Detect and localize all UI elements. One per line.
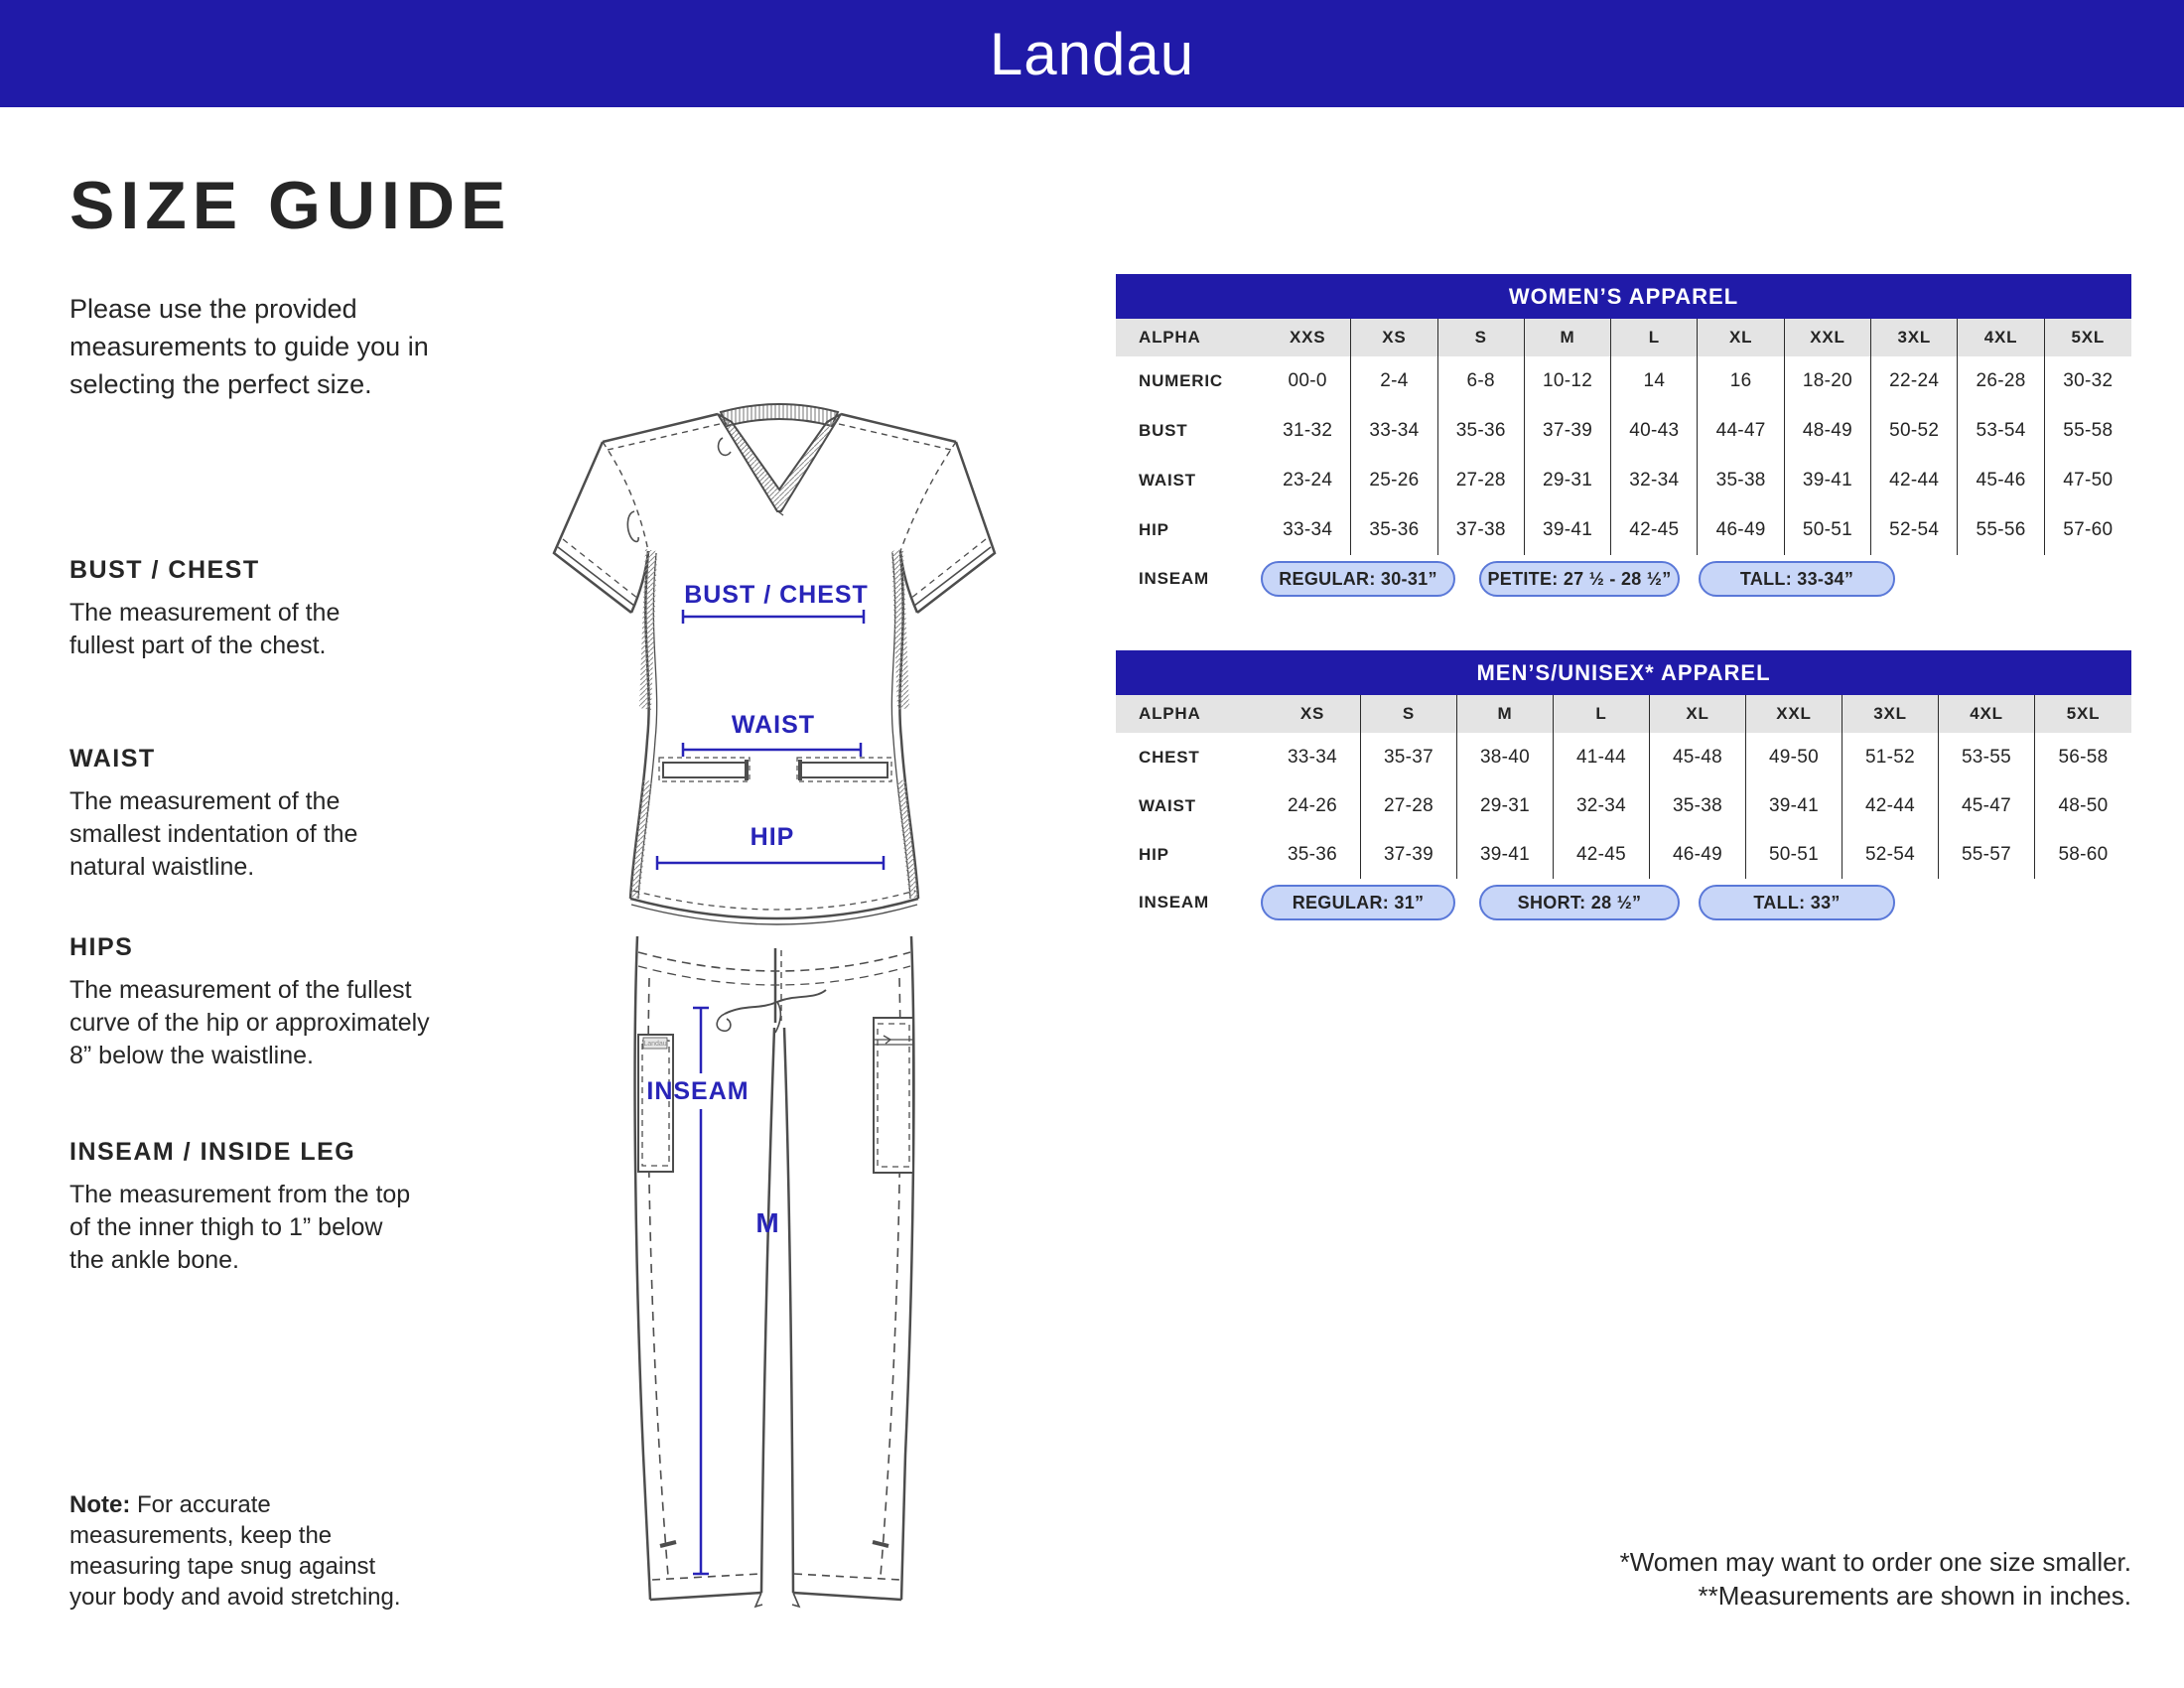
table-cell: 35-38 <box>1698 456 1784 505</box>
table-cell: 58-60 <box>2058 843 2109 865</box>
table-cell: 51-52 <box>1843 733 1939 781</box>
table-cell: 57-60 <box>2063 519 2114 540</box>
inseam-label: INSEAM <box>646 1077 750 1105</box>
table-cell: 53-55 <box>1939 733 2035 781</box>
table-cell: 35-36 <box>1265 830 1361 879</box>
table-cell: 39-41 <box>1457 830 1554 879</box>
table-cell: 25-26 <box>1351 456 1437 505</box>
row-label: WAIST <box>1139 795 1196 815</box>
table-cell: 32-34 <box>1611 456 1698 505</box>
footnote-size-smaller: *Women may want to order one size smaller. <box>1619 1547 2131 1577</box>
table-cell: 33-34 <box>1265 733 1361 781</box>
column-header: XXL <box>1785 319 1871 356</box>
table-cell: 45-46 <box>1958 456 2044 505</box>
scrub-pants-illustration <box>635 936 914 1607</box>
table-cell: 46-49 <box>1698 505 1784 555</box>
table-cell: 55-57 <box>1939 830 2035 879</box>
definition-hips <box>69 933 457 1072</box>
note-label: Note: <box>69 1491 131 1518</box>
table-cell: 39-41 <box>1746 781 1843 830</box>
brand-banner <box>0 0 2184 107</box>
definition-term: WAIST <box>69 745 156 773</box>
hip-label: HIP <box>750 823 795 851</box>
column-header: 3XL <box>1871 319 1958 356</box>
table-cell: 42-44 <box>1871 456 1958 505</box>
table-cell: 10-12 <box>1525 356 1611 406</box>
row-label: HIP <box>1139 844 1169 864</box>
table-cell: 29-31 <box>1457 781 1554 830</box>
table-cell: 23-24 <box>1265 456 1351 505</box>
definition-description: The measurement of the smallest indentation of the natural waistline. <box>69 787 358 881</box>
table-cell: 27-28 <box>1361 781 1457 830</box>
table-cell: 42-45 <box>1554 830 1650 879</box>
table-cell: 14 <box>1611 356 1698 406</box>
table-cell: 37-39 <box>1525 406 1611 456</box>
column-header: XXL <box>1746 695 1843 733</box>
row-label-inseam: INSEAM <box>1139 569 1209 588</box>
table-cell: 24-26 <box>1265 781 1361 830</box>
row-label: WAIST <box>1139 471 1196 490</box>
table-cell: 42-44 <box>1843 781 1939 830</box>
waist-label: WAIST <box>731 711 816 739</box>
table-cell: 37-39 <box>1361 830 1457 879</box>
definition-description: The measurement from the top of the inner thigh to 1” below the ankle bone. <box>69 1181 411 1274</box>
column-header: L <box>1611 319 1698 356</box>
footnotes <box>1620 1545 2131 1613</box>
mens-apparel-table <box>1116 650 2131 924</box>
table-cell: 18-20 <box>1785 356 1871 406</box>
definition-term: INSEAM / INSIDE LEG <box>69 1138 356 1166</box>
table-cell: 33-34 <box>1265 505 1351 555</box>
page-title: SIZE GUIDE <box>69 168 512 243</box>
note-text: For accurate measurements, keep the measuring tape snug against your body and avoid stretching. <box>69 1491 401 1611</box>
table-cell: 2-4 <box>1351 356 1437 406</box>
inseam-pill: REGULAR: 30-31” <box>1261 561 1455 597</box>
mens-table-title: MEN’S/UNISEX* APPAREL <box>1116 650 2131 695</box>
cargo-pocket-right <box>874 1018 913 1173</box>
table-cell: 22-24 <box>1871 356 1958 406</box>
inseam-pill: PETITE: 27 ½ - 28 ½” <box>1479 561 1680 597</box>
column-header: M <box>1525 319 1611 356</box>
definition-term: BUST / CHEST <box>69 556 260 584</box>
column-header: 4XL <box>1939 695 2035 733</box>
column-header: 5XL <box>2045 319 2131 356</box>
row-label: BUST <box>1139 421 1188 440</box>
table-cell: 40-43 <box>1611 406 1698 456</box>
table-cell: 52-54 <box>1871 505 1958 555</box>
table-cell: 31-32 <box>1265 406 1351 456</box>
table-cell: 55-58 <box>2063 420 2114 441</box>
column-header: S <box>1361 695 1457 733</box>
column-header: ALPHA <box>1116 319 1265 356</box>
bust-chest-label: BUST / CHEST <box>684 581 869 609</box>
table-cell: 45-47 <box>1939 781 2035 830</box>
definition-description: The measurement of the fullest curve of the hip or approximately 8” below the waistline. <box>69 976 430 1069</box>
definition-term: HIPS <box>69 933 134 961</box>
row-label: NUMERIC <box>1139 371 1223 390</box>
column-header: 4XL <box>1958 319 2044 356</box>
column-header: M <box>1457 695 1554 733</box>
table-cell: 47-50 <box>2063 470 2114 491</box>
table-cell: 33-34 <box>1351 406 1437 456</box>
table-cell: 35-36 <box>1438 406 1525 456</box>
column-header: XS <box>1351 319 1437 356</box>
table-cell: 16 <box>1698 356 1784 406</box>
mens-inseam-row <box>1116 881 2131 924</box>
table-cell: 50-51 <box>1746 830 1843 879</box>
table-cell: 46-49 <box>1650 830 1746 879</box>
landau-logo: Landau <box>989 20 1195 87</box>
womens-table-title: WOMEN’S APPAREL <box>1116 274 2131 319</box>
table-cell: 00-0 <box>1265 356 1351 406</box>
table-cell: 45-48 <box>1650 733 1746 781</box>
column-header: L <box>1554 695 1650 733</box>
table-cell: 48-50 <box>2058 794 2109 816</box>
table-cell: 50-52 <box>1871 406 1958 456</box>
definition-description: The measurement of the fullest part of the chest. <box>69 599 341 659</box>
column-header: S <box>1438 319 1525 356</box>
table-cell: 56-58 <box>2058 746 2109 768</box>
inseam-pill: SHORT: 28 ½” <box>1479 885 1680 920</box>
definition-waist <box>69 745 402 884</box>
column-header: 3XL <box>1843 695 1939 733</box>
table-cell: 32-34 <box>1554 781 1650 830</box>
table-cell: 53-54 <box>1958 406 2044 456</box>
column-header: XS <box>1265 695 1361 733</box>
table-cell: 50-51 <box>1785 505 1871 555</box>
table-cell: 29-31 <box>1525 456 1611 505</box>
column-header: XL <box>1650 695 1746 733</box>
table-cell: 27-28 <box>1438 456 1525 505</box>
womens-table-grid <box>1116 319 2131 555</box>
column-header: 5XL <box>2035 695 2131 733</box>
table-cell: 49-50 <box>1746 733 1843 781</box>
footnote-inches: **Measurements are shown in inches. <box>1698 1581 2131 1611</box>
column-header: XXS <box>1265 319 1351 356</box>
table-cell: 30-32 <box>2063 370 2114 391</box>
table-cell: 55-56 <box>1958 505 2044 555</box>
table-cell: 41-44 <box>1554 733 1650 781</box>
table-cell: 26-28 <box>1958 356 2044 406</box>
table-cell: 44-47 <box>1698 406 1784 456</box>
definition-inseam <box>69 1138 422 1277</box>
intro-text: Please use the provided measurements to guide you in selecting the perfect size. <box>69 294 429 399</box>
inseam-pill: REGULAR: 31” <box>1261 885 1455 920</box>
table-cell: 35-37 <box>1361 733 1457 781</box>
measuring-note <box>69 1489 407 1613</box>
table-cell: 35-36 <box>1351 505 1437 555</box>
table-cell: 48-49 <box>1785 406 1871 456</box>
inseam-pill: TALL: 33” <box>1699 885 1895 920</box>
womens-inseam-row <box>1116 557 2131 601</box>
row-label: CHEST <box>1139 747 1200 767</box>
garment-diagram <box>536 382 1013 1633</box>
scrubs-illustration <box>536 382 1013 1633</box>
mens-table-grid <box>1116 695 2131 879</box>
table-cell: 6-8 <box>1438 356 1525 406</box>
table-cell: 42-45 <box>1611 505 1698 555</box>
size-marker-m: M <box>755 1207 779 1238</box>
table-cell: 35-38 <box>1650 781 1746 830</box>
column-header: XL <box>1698 319 1784 356</box>
table-cell: 39-41 <box>1785 456 1871 505</box>
table-cell: 52-54 <box>1843 830 1939 879</box>
pocket-brand-tag: Landau <box>643 1041 667 1048</box>
womens-apparel-table <box>1116 274 2131 601</box>
column-header: ALPHA <box>1116 695 1265 733</box>
row-label: HIP <box>1139 520 1169 539</box>
inseam-pill: TALL: 33-34” <box>1699 561 1895 597</box>
table-cell: 38-40 <box>1457 733 1554 781</box>
table-cell: 37-38 <box>1438 505 1525 555</box>
definition-bust-chest <box>69 556 377 662</box>
row-label-inseam: INSEAM <box>1139 893 1209 912</box>
table-cell: 39-41 <box>1525 505 1611 555</box>
